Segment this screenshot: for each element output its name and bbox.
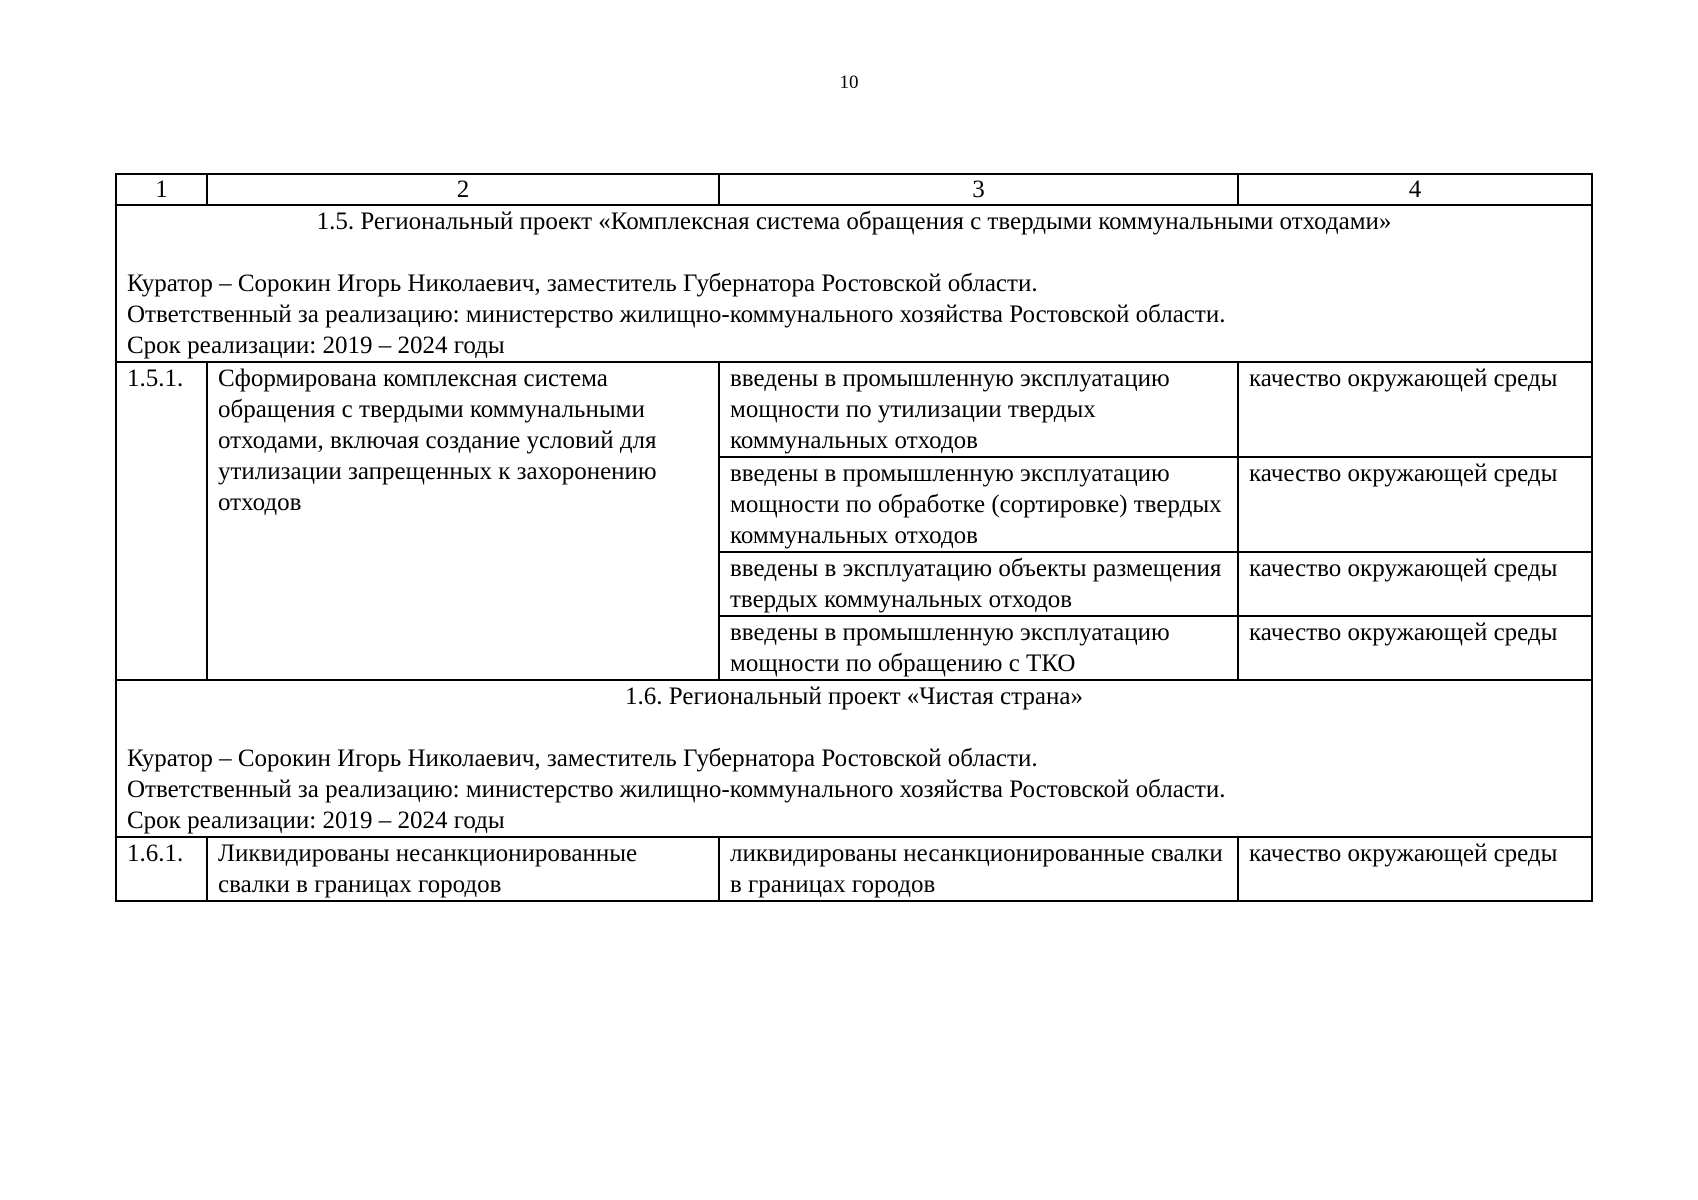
row-result: Сформирована комплексная система обращения с твердыми коммунальными отходами, включая создание условий для утилизации запрещенных к захоронению отходов: [207, 362, 719, 680]
row-number: 1.5.1.: [116, 362, 207, 680]
measures-table: [115, 173, 1593, 902]
section-term: Срок реализации: 2019 – 2024 годы: [127, 807, 505, 834]
section-header-row: [116, 205, 1592, 362]
section-header-row: [116, 680, 1592, 837]
section-title: 1.6. Региональный проект «Чистая страна»: [625, 683, 1083, 710]
row-indicator: введены в промышленную эксплуатацию мощности по обработке (сортировке) твердых коммунальных отходов: [719, 457, 1238, 552]
row-effect: качество окружающей среды: [1238, 362, 1592, 457]
column-number-2: 2: [207, 174, 719, 205]
column-number-1: 1: [116, 174, 207, 205]
section-header: [116, 205, 1592, 362]
row-indicator: введены в промышленную эксплуатацию мощности по обращению с ТКО: [719, 616, 1238, 680]
row-effect: качество окружающей среды: [1238, 552, 1592, 616]
section-title: 1.5. Региональный проект «Комплексная система обращения с твердыми коммунальными отходами»: [316, 208, 1392, 235]
row-effect: качество окружающей среды: [1238, 457, 1592, 552]
row-effect: качество окружающей среды: [1238, 837, 1592, 901]
row-effect: качество окружающей среды: [1238, 616, 1592, 680]
row-indicator: ликвидированы несанкционированные свалки в границах городов: [719, 837, 1238, 901]
column-number-3: 3: [719, 174, 1238, 205]
column-number-4: 4: [1238, 174, 1592, 205]
section-responsible: Ответственный за реализацию: министерство жилищно-коммунального хозяйства Ростовской области.: [127, 301, 1226, 328]
table-row: [116, 362, 1592, 457]
column-number-row: [116, 174, 1592, 205]
page-number: 10: [839, 72, 859, 93]
row-indicator: введены в эксплуатацию объекты размещения твердых коммунальных отходов: [719, 552, 1238, 616]
section-curator: Куратор – Сорокин Игорь Николаевич, заместитель Губернатора Ростовской области.: [127, 270, 1038, 297]
row-result: Ликвидированы несанкционированные свалки в границах городов: [207, 837, 719, 901]
section-header: [116, 680, 1592, 837]
section-curator: Куратор – Сорокин Игорь Николаевич, заместитель Губернатора Ростовской области.: [127, 745, 1038, 772]
section-term: Срок реализации: 2019 – 2024 годы: [127, 332, 505, 359]
row-number: 1.6.1.: [116, 837, 207, 901]
row-indicator: введены в промышленную эксплуатацию мощности по утилизации твердых коммунальных отходов: [719, 362, 1238, 457]
table-row: [116, 837, 1592, 901]
section-responsible: Ответственный за реализацию: министерство жилищно-коммунального хозяйства Ростовской области.: [127, 776, 1226, 803]
